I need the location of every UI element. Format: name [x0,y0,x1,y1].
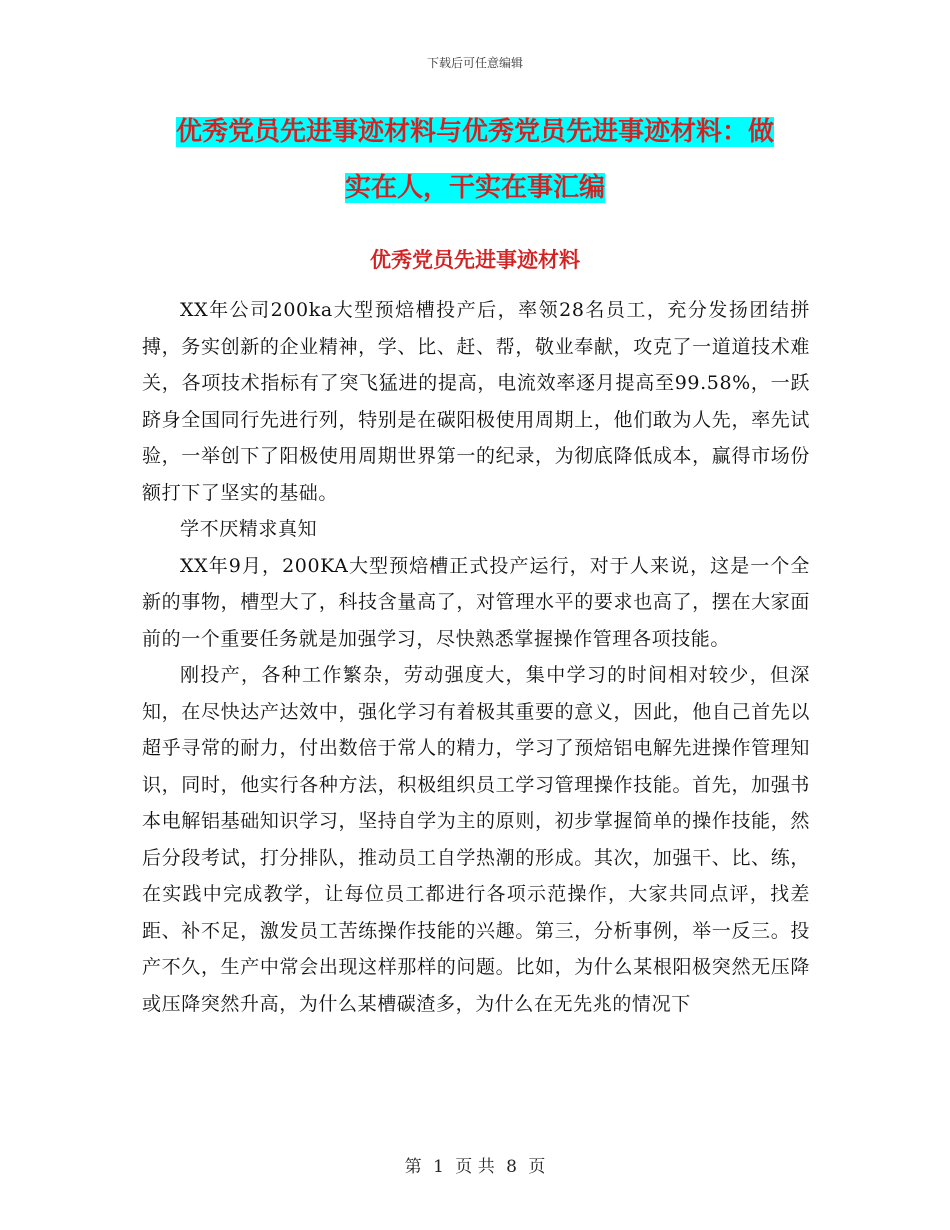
paragraph-startup: XX年9月，200KA大型预焙槽正式投产运行，对于人来说，这是一个全新的事物，槽型大了，科技含量高了，对管理水平的要求也高了，摆在大家面前的一个重要任务就是加强学习，尽快熟悉掌握操作管理各项技能。 [142,554,810,650]
page-header-note: 下载后可任意编辑 [426,56,523,70]
document-title [130,104,820,216]
paragraph-learning: 刚投产，各种工作繁杂，劳动强度大，集中学习的时间相对较少，但深知，在尽快达产达效中，强化学习有着极其重要的意义，因此，他自己首先以超乎寻常的耐力，付出数倍于常人的精力，学习了预焙铝电解先进操作管理知识，同时，他实行各种方法，积极组织员工学习管理操作技能。首先，加强书本电解铝基础知识学习，坚持自学为主的原则，初步掌握简单的操作技能，然后分段考试，打分排队，推动员工自学热潮的形成。其次，加强干、比、练，在实践中完成教学，让每位员工都进行各项示范操作，大家共同点评，找差距、补不足，激发员工苦练操作技能的兴趣。第三，分析事例，举一反三。投产不久，生产中常会出现这样那样的问题。比如，为什么某根阳极突然无压降或压降突然升高，为什么某槽碳渣多，为什么在无先兆的情况下 [142,664,810,1015]
document-body [142,292,810,1022]
page-mid: 页 共 [455,1157,495,1177]
page-number: 1 [433,1157,444,1177]
section-title: 优秀党员先进事迹材料 [370,248,580,272]
page-suffix: 页 [528,1157,546,1177]
document-title-line-2: 实在人，干实在事汇编 [344,173,605,203]
page-prefix: 第 [404,1157,422,1177]
document-title-line-1: 优秀党员先进事迹材料与优秀党员先进事迹材料：做 [175,117,774,147]
subheading-study: 学不厌精求真知 [180,518,318,540]
page-total: 8 [506,1157,517,1177]
paragraph-intro: XX年公司200ka大型预焙槽投产后，率领28名员工，充分发扬团结拼搏，务实创新的企业精神，学、比、赶、帮，敬业奉献，攻克了一道道技术难关，各项技术指标有了突飞猛进的提高，电流效率逐月提高至99.58%，一跃跻身全国同行先进行列，特别是在碳阳极使用周期上，他们敢为人先，率先试验，一举创下了阳极使用周期世界第一的纪录，为彻底降低成本，赢得市场份额打下了坚实的基础。 [142,299,810,504]
page-footer [0,1152,950,1177]
